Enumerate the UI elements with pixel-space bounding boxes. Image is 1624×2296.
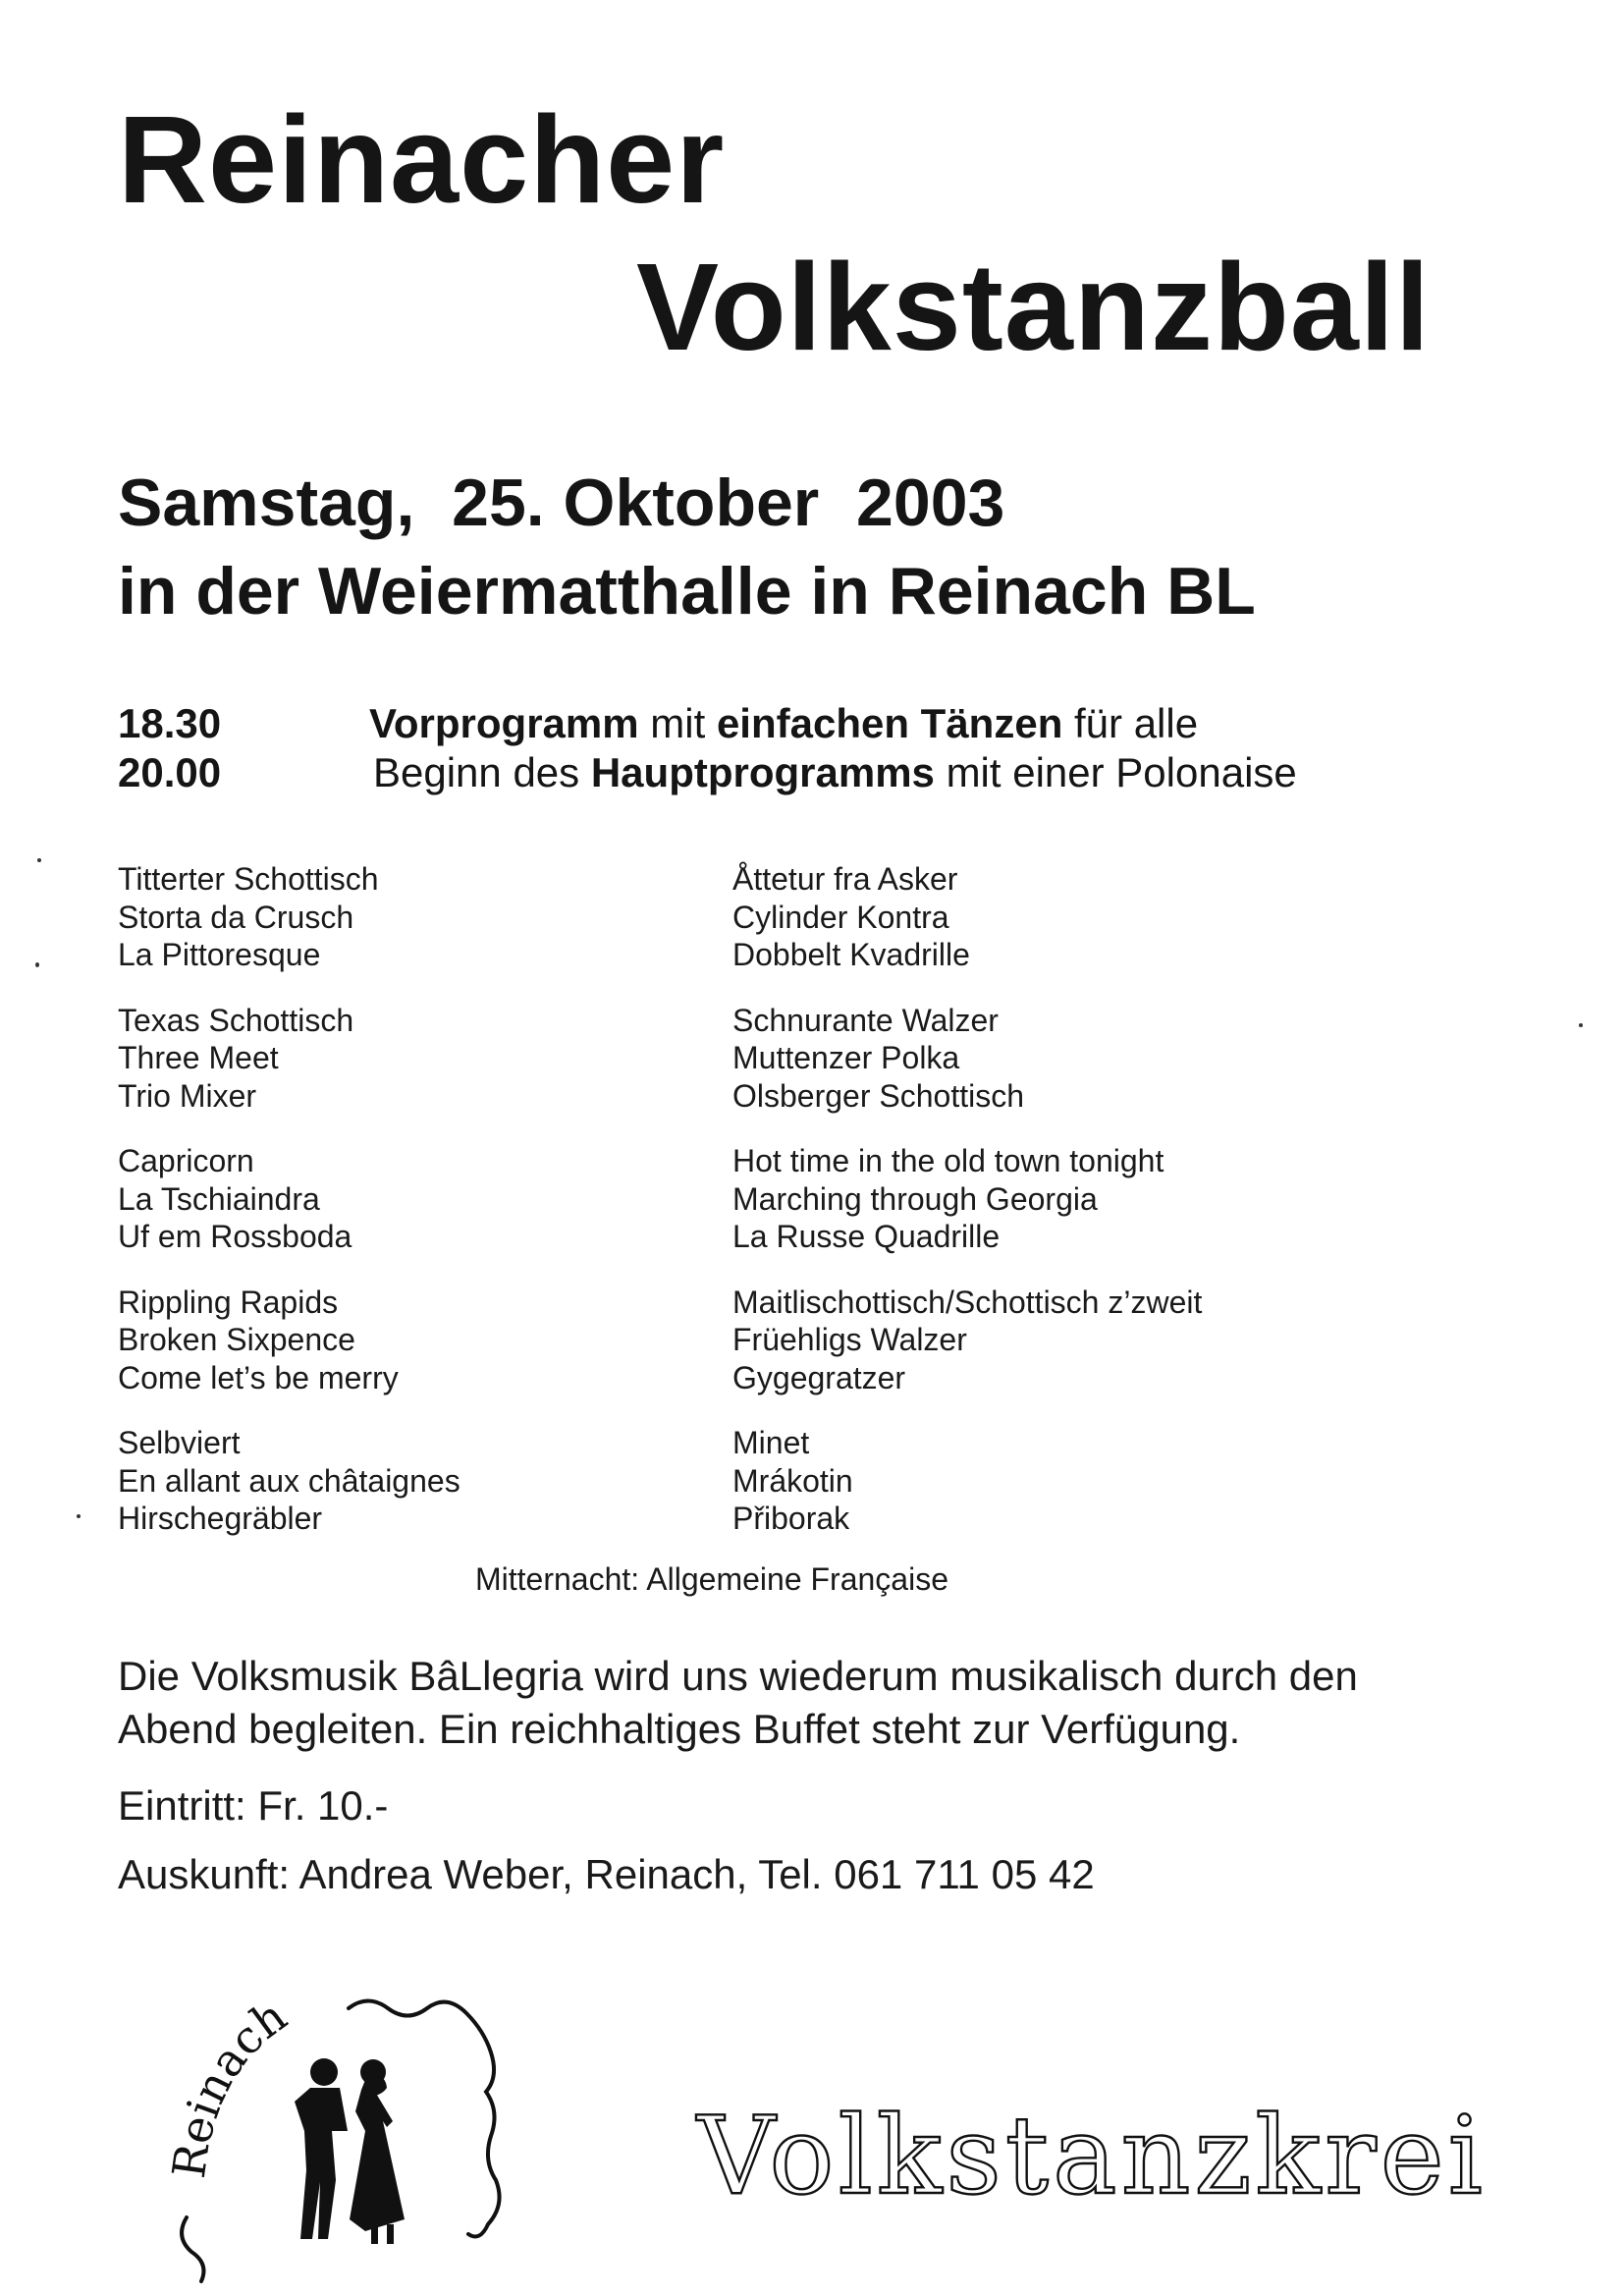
- logo-emblem: [147, 1974, 540, 2288]
- contact-info: Auskunft: Andrea Weber, Reinach, Tel. 061 711 05 42: [118, 1851, 1095, 1897]
- scan-speck: [1579, 1023, 1583, 1027]
- dance-group: [732, 1424, 853, 1538]
- dance-item: Cylinder Kontra: [732, 899, 949, 935]
- dance-item: Uf em Rossboda: [118, 1219, 352, 1255]
- scan-speck: [77, 1514, 81, 1518]
- midnight-dance: Mitternacht: Allgemeine Française: [475, 1561, 948, 1597]
- dance-item: Titterter Schottisch: [118, 861, 379, 897]
- dance-item: Selbviert: [118, 1425, 241, 1460]
- schedule-text: für alle: [1062, 700, 1199, 746]
- schedule-emphasis: Vorprogramm: [369, 700, 639, 746]
- dance-group: [732, 1002, 1024, 1116]
- dance-item: En allant aux châtaignes: [118, 1462, 460, 1499]
- dance-group: [118, 860, 379, 974]
- dance-item: Maitlischottisch/Schottisch z’zweit: [732, 1284, 1203, 1320]
- dance-item: Mrákotin: [732, 1462, 853, 1499]
- schedule-time: 18.30: [118, 700, 222, 746]
- dance-item: Hirschegräbler: [118, 1501, 323, 1537]
- dance-item: Trio Mixer: [118, 1077, 257, 1114]
- dance-group: [118, 1142, 352, 1256]
- dance-group: [118, 1424, 460, 1538]
- dance-item: Muttenzer Polka: [732, 1040, 960, 1076]
- event-date: Samstag, 25. Oktober 2003: [118, 465, 1005, 540]
- schedule-emphasis: Hauptprogramms: [590, 749, 935, 795]
- scan-speck: [35, 962, 39, 967]
- dance-group: [732, 860, 970, 974]
- dance-item: La Russe Quadrille: [732, 1219, 1001, 1255]
- dance-item: Schnurante Walzer: [732, 1002, 999, 1038]
- title-line-2: Volkstanzball: [636, 238, 1431, 376]
- title-line-1: Reinacher: [118, 90, 726, 229]
- dance-item: Minet: [732, 1425, 810, 1460]
- event-location: in der Weiermatthalle in Reinach BL: [118, 554, 1256, 629]
- dance-item: Texas Schottisch: [118, 1002, 354, 1038]
- dance-item: La Pittoresque: [118, 937, 321, 973]
- dance-group: [118, 1002, 353, 1116]
- dance-item: Come let’s be merry: [118, 1359, 399, 1395]
- scan-speck: [37, 858, 41, 862]
- schedule-text: Beginn des: [373, 749, 591, 795]
- dance-item: Hot time in the old town tonight: [732, 1143, 1164, 1178]
- music-note-line-1: Die Volksmusik BâLlegria wird uns wiederum musikalisch durch den: [118, 1653, 1358, 1699]
- schedule-description: [373, 748, 1297, 797]
- entry-fee: Eintritt: Fr. 10.-: [118, 1782, 389, 1829]
- dance-item: Dobbelt Kvadrille: [732, 937, 970, 973]
- dance-item: Three Meet: [118, 1040, 279, 1076]
- dance-item: La Tschiaindra: [118, 1180, 320, 1217]
- dance-item: Capricorn: [118, 1143, 254, 1178]
- dance-group: [118, 1284, 399, 1397]
- dance-item: Früehligs Walzer: [732, 1322, 967, 1358]
- logo-arc-text: Reinach: [161, 1989, 297, 2182]
- dancers-silhouette-icon: [295, 2058, 405, 2244]
- schedule-text: mit: [638, 700, 717, 746]
- schedule-time: 20.00: [118, 749, 222, 795]
- dance-item: Olsberger Schottisch: [732, 1077, 1025, 1114]
- dance-item: Broken Sixpence: [118, 1322, 355, 1358]
- schedule-text: mit einer Polonaise: [934, 749, 1297, 795]
- logo-wordmark-clip: [687, 2092, 1528, 2229]
- music-note-line-2: Abend begleiten. Ein reichhaltiges Buffet steht zur Verfügung.: [118, 1706, 1241, 1752]
- dance-item: Rippling Rapids: [118, 1284, 339, 1320]
- dance-item: Přiborak: [732, 1501, 850, 1537]
- logo-wordmark: Volkstanzkrei: [697, 2093, 1487, 2218]
- dance-item: Gygegratzer: [732, 1359, 906, 1395]
- dance-item: Marching through Georgia: [732, 1180, 1098, 1217]
- schedule-emphasis: einfachen Tänzen: [716, 700, 1063, 746]
- dance-item: Storta da Crusch: [118, 899, 354, 935]
- dance-group: [732, 1142, 1164, 1256]
- dance-item: Åttetur fra Asker: [732, 861, 958, 897]
- dance-group: [732, 1284, 1202, 1397]
- schedule-description: [369, 699, 1198, 748]
